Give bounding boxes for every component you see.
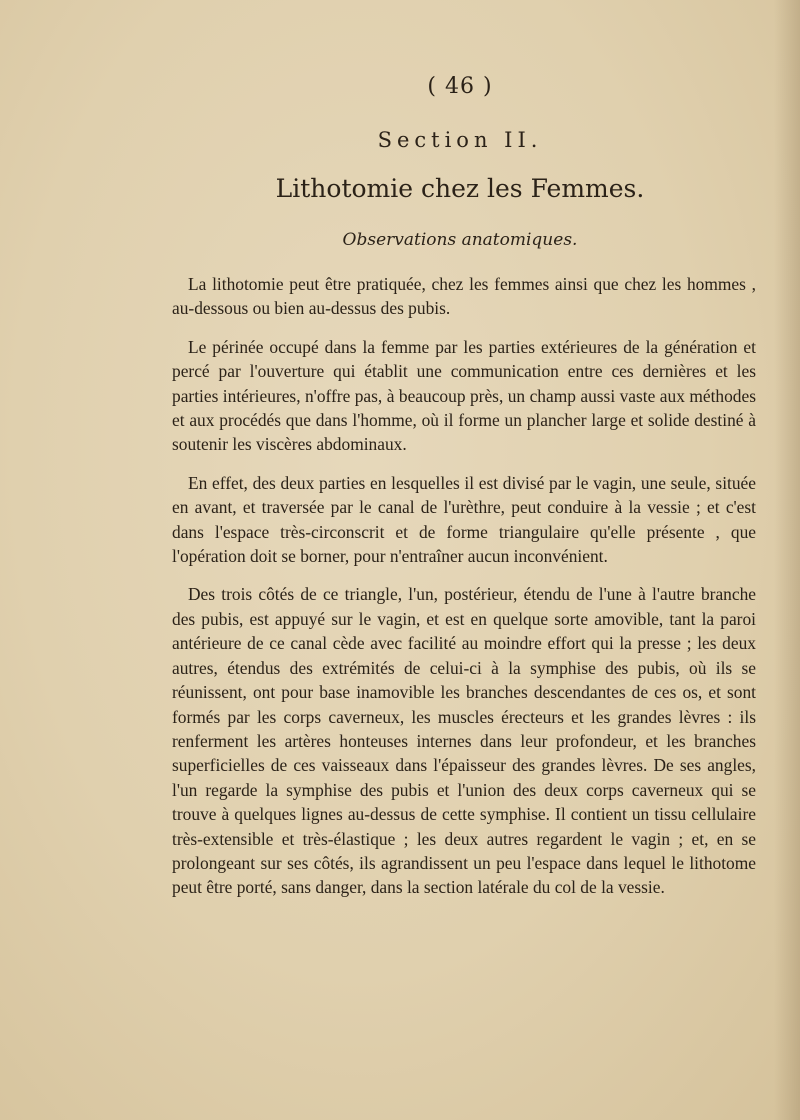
paragraph: En effet, des deux parties en lesquelles il est divisé par le vagin, une seule, située en avant, et traversée par le canal de l'urèthre, peut conduire à la vessie ; et c'est dans l'espace très-circonscrit et de forme triangulaire qu'elle présente , que l'opération doit se borner, pour n'entraîner aucun inconvénient. [172,472,756,567]
body-text [172,272,756,914]
chapter-title: Lithotomie chez les Femmes. [275,174,645,203]
paragraph: Des trois côtés de ce triangle, l'un, postérieur, étendu de l'une à l'autre branche des pubis, est appuyé sur le vagin, et est en quelque sorte amovible, tant la paroi antérieure de ce canal cède avec facilité au moindre effort qui la presse ; les deux autres, étendus des extrémités de celui-ci à la symphise des pubis, où ils se réunissent, ont pour base inamovible les branches descendantes de ces os, et sont formés par les corps caverneux, les muscles érecteurs et les grandes lèvres : ils renferment les artères honteuses internes dans leur profondeur, et les branches superficielles de ces vaisseaux dans l'épaisseur des grandes lèvres. De ses angles, l'un regarde la symphise des pubis et l'union des deux corps caverneux qui se trouve à quelques lignes au-dessus de cette symphise. Il contient un tissu cellulaire très-extensible et très-élastique ; les deux autres regardent le vagin ; et, en se prolongeant sur ses côtés, ils agrandissent un peu l'espace dans lequel le lithotome peut être porté, sans danger, dans la section latérale du col de la vessie. [172,584,756,898]
section-heading: Section II. [377,128,543,152]
subtitle: Observations anatomiques. [342,230,578,250]
page-number: ( 46 ) [427,74,493,99]
paragraph: La lithotomie peut être pratiquée, chez les femmes ainsi que chez les hommes , au-dessous ou bien au-dessus des pubis. [172,274,756,319]
paragraph: Le périnée occupé dans la femme par les parties extérieures de la génération et percé par l'ouverture qui établit une communication entre ces dernières et les parties intérieures, n'offre pas, à beaucoup près, un champ aussi vaste aux méthodes et aux procédés que dans l'homme, où il forme un plancher large et solide destiné à soutenir les viscères abdominaux. [172,336,756,455]
page-edge-shadow [774,0,800,1120]
